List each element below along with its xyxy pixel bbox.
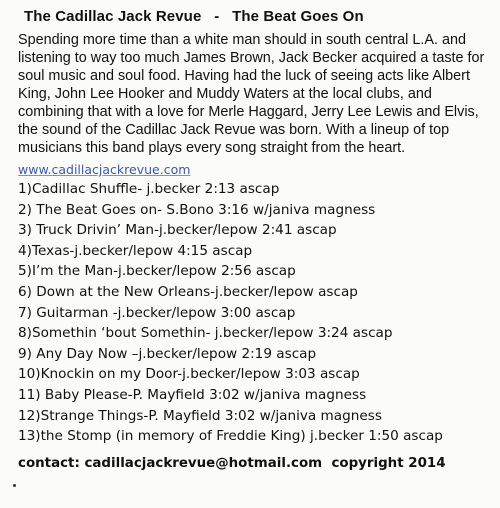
stray-dot xyxy=(13,484,16,487)
track-item: 1)Cadillac Shuffle- j.becker 2:13 ascap xyxy=(18,181,280,197)
intro-paragraph xyxy=(18,31,494,157)
track-item: 8)Somethin ‘bout Somethin- j.becker/lepow 3:24 ascap xyxy=(18,325,393,342)
track-item: 12)Strange Things-P. Mayfield 3:02 w/janiva magness xyxy=(18,407,382,424)
track-item: 5)I’m the Man-j.becker/lepow 2:56 ascap xyxy=(18,263,296,280)
track-item: 3) Truck Drivin’ Man-j.becker/lepow 2:41 ascap xyxy=(18,222,337,239)
track-list xyxy=(18,179,494,447)
track-item: 10)Knockin on my Door-j.becker/lepow 3:03 ascap xyxy=(18,366,360,383)
intro-line: combining that with a love for Merle Haggard, Jerry Lee Lewis and Elvis, xyxy=(18,104,479,120)
intro-line: listening to way too much James Brown, Jack Becker acquired a taste for xyxy=(18,50,485,66)
contact-line: contact: cadillacjackrevue@hotmail.com copyright 2014 xyxy=(18,456,446,471)
track-item: 11) Baby Please-P. Mayfield 3:02 w/janiva magness xyxy=(18,386,367,403)
track-item: 2) The Beat Goes on- S.Bono 3:16 w/janiva magness xyxy=(18,201,376,218)
track-item: 6) Down at the New Orleans-j.becker/lepow ascap xyxy=(18,283,358,300)
track-item: 4)Texas-j.becker/lepow 4:15 ascap xyxy=(18,242,253,259)
intro-line: Spending more time than a white man should in south central L.A. and xyxy=(18,32,466,48)
intro-line: the sound of the Cadillac Jack Revue was born. With a lineup of top xyxy=(18,122,450,138)
intro-line: musicians this band plays every song straight from the heart. xyxy=(18,140,406,156)
page-title: The Cadillac Jack Revue - The Beat Goes On xyxy=(24,8,364,25)
track-item: 7) Guitarman -j.becker/lepow 3:00 ascap xyxy=(18,304,296,321)
intro-line: King, John Lee Hooker and Muddy Waters at the local clubs, and xyxy=(18,86,432,102)
track-item: 9) Any Day Now –j.becker/lepow 2:19 ascap xyxy=(18,345,317,362)
website-link[interactable]: www.cadillacjackrevue.com xyxy=(18,162,191,177)
intro-line: soul music and soul food. Having had the luck of seeing acts like Albert xyxy=(18,68,470,84)
track-item: 13)the Stomp (in memory of Freddie King) j.becker 1:50 ascap xyxy=(18,428,443,445)
